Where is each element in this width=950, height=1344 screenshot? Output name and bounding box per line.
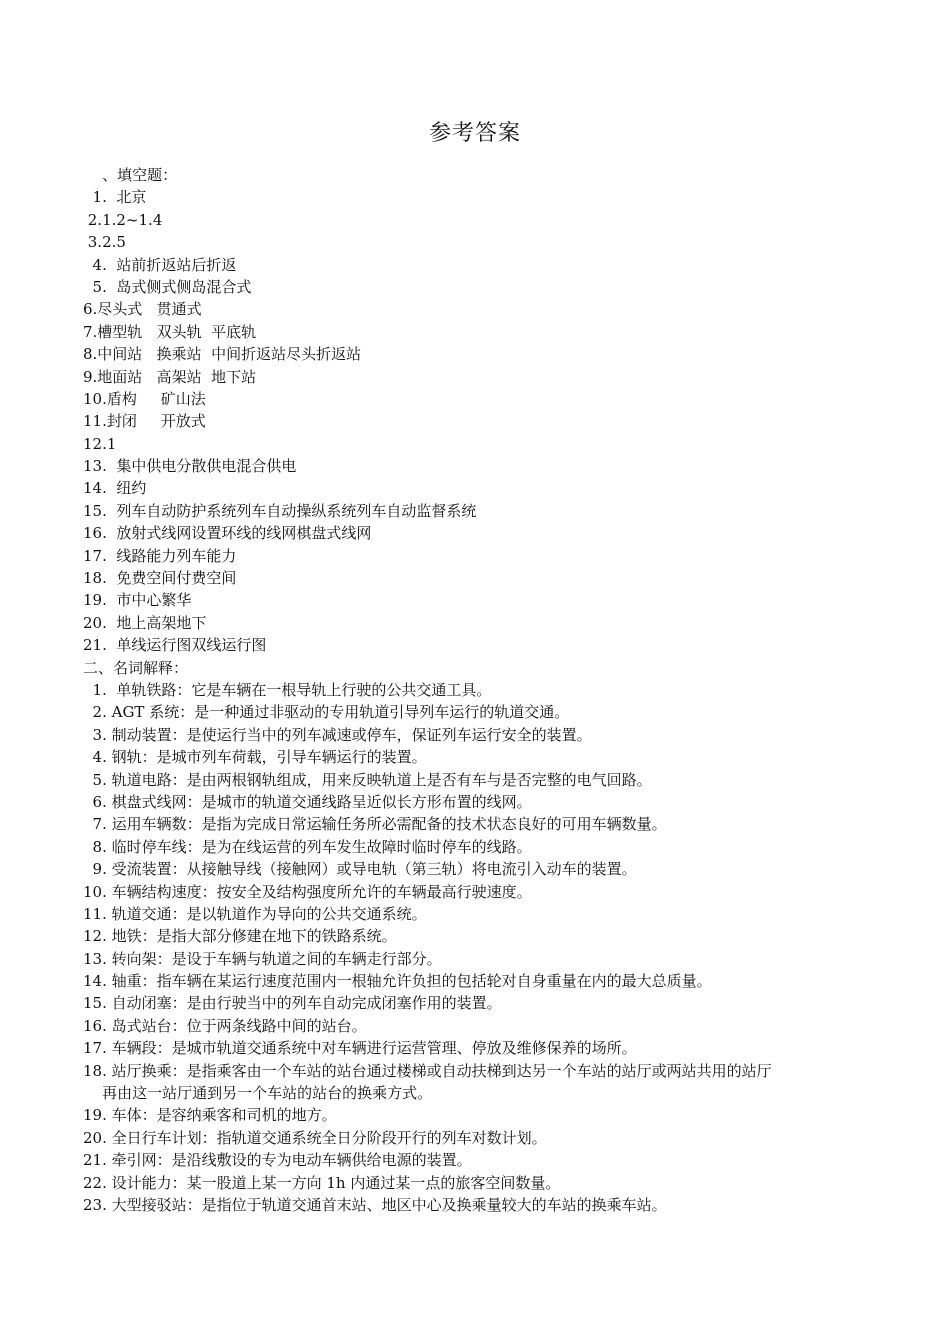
text-line: 20. 全日行车计划：指轨道交通系统全日分阶段开行的列车对数计划。 (83, 1128, 547, 1147)
text-line: 9.地面站 高架站 地下站 (83, 367, 257, 386)
text-line: 19. 市中心繁华 (83, 591, 192, 610)
text-line: 二、名词解释： (83, 658, 189, 677)
text-line: 1. 单轨铁路：它是车辆在一根导轨上行驶的公共交通工具。 (83, 680, 492, 699)
text-line: 14. 纽约 (83, 479, 147, 498)
text-line: 20. 地上高架地下 (83, 613, 207, 632)
text-line: 2. AGT 系统：是一种通过非驱动的专用轨道引导列车运行的轨道交通。 (83, 703, 570, 722)
text-line: 15. 自动闭塞：是由行驶当中的列车自动完成闭塞作用的装置。 (83, 994, 502, 1013)
text-line: 6. 棋盘式线网：是城市的轨道交通线路呈近似长方形布置的线网。 (83, 792, 532, 811)
text-line: 1. 北京 (83, 188, 147, 207)
text-line: 21. 单线运行图双线运行图 (83, 636, 267, 655)
answer-content (83, 164, 873, 1216)
text-line: 3. 制动装置：是使运行当中的列车减速或停车，保证列车运行安全的装置。 (83, 725, 592, 744)
page-title: 参考答案 (428, 121, 521, 146)
text-line: 8.中间站 换乘站 中间折返站尽头折返站 (83, 345, 362, 364)
text-line: 9. 受流装置：从接触导线（接触网）或导电轨（第三轨）将电流引入动车的装置。 (83, 860, 637, 879)
text-line: 16. 放射式线网设置环线的线网棋盘式线网 (83, 524, 372, 543)
text-line: 22. 设计能力：某一股道上某一方向 1h 内通过某一点的旅客空间数量。 (83, 1173, 561, 1192)
text-line: 10.盾构 矿山法 (83, 389, 206, 408)
text-line: 8. 临时停车线：是为在线运营的列车发生故障时临时停车的线路。 (83, 837, 532, 856)
text-line: 12.1 (83, 434, 117, 453)
text-line: 5. 岛式侧式侧岛混合式 (83, 277, 252, 296)
text-line: 4. 站前折返站后折返 (83, 255, 237, 274)
text-line: 19. 车体：是容纳乘客和司机的地方。 (83, 1106, 337, 1125)
text-line: 13. 转向架：是设于车辆与轨道之间的车辆走行部分。 (83, 949, 442, 968)
text-line: 17. 线路能力列车能力 (83, 546, 237, 565)
text-line: 14. 轴重：指车辆在某运行速度范围内一根轴允许负担的包括轮对自身重量在内的最大总质量。 (83, 972, 712, 991)
text-line: 13. 集中供电分散供电混合供电 (83, 457, 297, 476)
text-line: 4. 钢轨：是城市列车荷载，引导车辆运行的装置。 (83, 748, 427, 767)
text-line: 、填空题： (83, 166, 178, 184)
text-line: 3.2.5 (83, 233, 126, 252)
text-line: 2.1.2~1.4 (83, 210, 163, 229)
text-line: 17. 车辆段：是城市轨道交通系统中对车辆进行运营管理、停放及维修保养的场所。 (83, 1039, 637, 1058)
text-line: 18. 免费空间付费空间 (83, 569, 237, 588)
text-line: 5. 轨道电路：是由两根钢轨组成，用来反映轨道上是否有车与是否完整的电气回路。 (83, 770, 652, 789)
text-line: 15. 列车自动防护系统列车自动操纵系统列车自动监督系统 (83, 501, 477, 520)
text-line: 10. 车辆结构速度：按安全及结构强度所允许的车辆最高行驶速度。 (83, 882, 532, 901)
text-line: 21. 牵引网：是沿线敷设的专为电动车辆供给电源的装置。 (83, 1151, 472, 1170)
text-line: 11. 轨道交通：是以轨道作为导向的公共交通系统。 (83, 904, 427, 923)
text-line: 再由这一站厅通到另一个车站的站台的换乘方式。 (83, 1084, 433, 1103)
text-line: 12. 地铁：是指大部分修建在地下的铁路系统。 (83, 927, 397, 946)
text-line: 7. 运用车辆数：是指为完成日常运输任务所必需配备的技术状态良好的可用车辆数量。 (83, 815, 667, 834)
text-line: 6.尽头式 贯通式 (83, 300, 202, 319)
text-line: 11.封闭 开放式 (83, 412, 206, 431)
text-line: 7.槽型轨 双头轨 平底轨 (83, 322, 257, 341)
text-line: 18. 站厅换乘：是指乘客由一个车站的站台通过楼梯或自动扶梯到达另一个车站的站厅或两站共用的站厅 (83, 1061, 772, 1080)
text-line: 23. 大型接驳站：是指位于轨道交通首末站、地区中心及换乘量较大的车站的换乘车站。 (83, 1195, 667, 1214)
text-line: 16. 岛式站台：位于两条线路中间的站台。 (83, 1016, 367, 1035)
